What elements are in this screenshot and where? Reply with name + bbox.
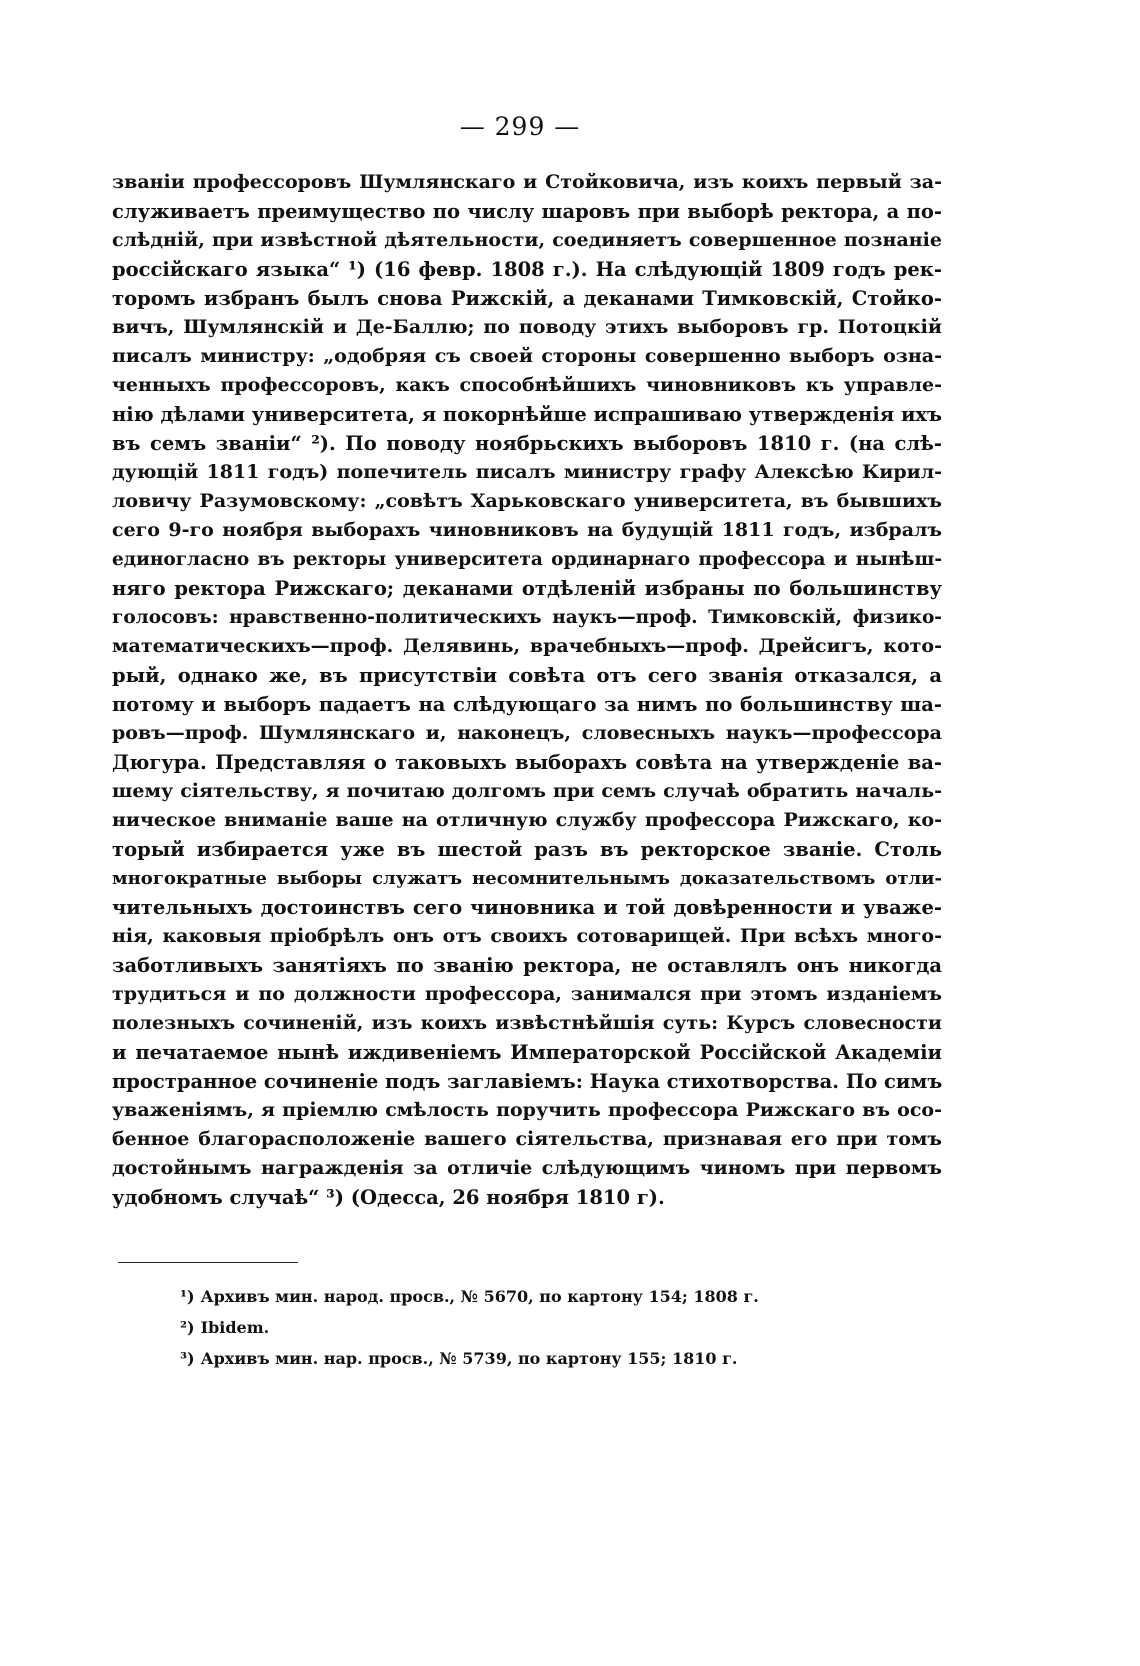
text-line: чительныхъ достоинствъ сего чиновника и той довѣренности и уваже- [112,896,942,919]
text-line: потому и выборъ падаетъ на слѣдующаго за нимъ по большинству ша- [112,693,942,716]
text-line: торомъ избранъ былъ снова Рижскій, а деканами Тимковскій, Стойко- [112,287,942,310]
text-line: уваженіямъ, я пріемлю смѣлость поручить профессора Рижскаго въ осо- [112,1099,942,1121]
text-line: ловичу Разумовскому: „совѣтъ Харьковскаго университета, въ бывшихъ [112,490,942,512]
text-line: Дюгура. Представляя о таковыхъ выборахъ совѣта на утвержденіе ва- [112,751,942,774]
text-line: математическихъ—проф. Делявинь, врачебныхъ—проф. Дрейсигъ, кото- [112,635,942,657]
text-line: достойнымъ награжденія за отличіе слѣдующимъ чиномъ при первомъ [112,1157,942,1179]
text-line: вичъ, Шумлянскій и Де-Баллю; по поводу этихъ выборовъ гр. Потоцкій [112,316,942,338]
footnote [180,1312,880,1343]
text-line: сего 9-го ноября выборахъ чиновниковъ на будущій 1811 годъ, избралъ [112,519,942,541]
footnote-separator [118,1262,298,1263]
text-line: няго ректора Рижскаго; деканами отдѣленій избраны по большинству [112,577,942,600]
text-line: ническое вниманіе ваше на отличную службу профессора Рижскаго, ко- [112,809,942,831]
footnote-text: Архивъ мин. народ. просв., № 5670, по картону 154; 1808 г. [200,1287,759,1306]
text-line: единогласно въ ректоры университета ординарнаго профессора и нынѣш- [112,549,942,570]
footnote-text: Архивъ мин. нар. просв., № 5739, по картону 155; 1810 г. [200,1349,738,1368]
text-line: служиваетъ преимущество по числу шаровъ при выборѣ ректора, а по- [112,200,942,223]
text-line: россійскаго языка“ ¹) (16 февр. 1808 г.). На слѣдующій 1809 годъ рек- [112,258,942,281]
text-line: и печатаемое нынѣ иждивеніемъ Императорской Россійской Академіи [112,1041,942,1064]
body-text [112,168,942,1212]
text-line: многократные выборы служатъ несомнительнымъ доказательствомъ отли- [112,868,942,889]
text-line: слѣдній, при извѣстной дѣятельности, соединяетъ совершенное познаніе [112,229,942,251]
footnote-text: Ibidem. [200,1318,270,1337]
text-line: писалъ министру: „одобряя съ своей стороны совершенно выборъ озна- [112,345,942,367]
text-line: ровъ—проф. Шумлянскаго и, наконецъ, словесныхъ наукъ—профессора [112,722,942,744]
text-line: шему сіятельству, я почитаю долгомъ при семъ случаѣ обратить началь- [112,780,942,802]
footnote [180,1281,880,1312]
text-line: ченныхъ профессоровъ, какъ способнѣйшихъ чиновниковъ къ управле- [112,374,942,396]
text-line: пространное сочиненіе подъ заглавіемъ: Наука стихотворства. По симъ [112,1070,942,1093]
text-line: полезныхъ сочиненій, изъ коихъ извѣстнѣйшія суть: Курсъ словесности [112,1012,942,1034]
text-line: голосовъ: нравственно-политическихъ наукъ—проф. Тимковскій, физико- [112,607,942,628]
text-line: званіи профессоровъ Шумлянскаго и Стойковича, изъ коихъ первый за- [112,171,942,193]
text-line: дующій 1811 годъ) попечитель писалъ министру графу Алексѣю Кирил- [112,461,942,483]
footnotes [180,1281,880,1374]
text-line: нію дѣлами университета, я покорнѣйше испрашиваю утвержденія ихъ [112,403,942,426]
text-line: бенное благорасположеніе вашего сіятельства, признавая его при томъ [112,1128,942,1150]
page-number: — 299 — [459,112,581,141]
footnote-mark: ²) [180,1318,195,1337]
footnote-mark: ¹) [180,1287,195,1306]
text-line: торый избирается уже въ шестой разъ въ ректорское званіе. Столь [112,838,942,861]
text-line: нія, каковыя пріобрѣлъ онъ отъ своихъ сотоварищей. При всѣхъ много- [112,925,942,947]
text-line: заботливыхъ занятіяхъ по званію ректора, не оставлялъ онъ никогда [112,954,942,977]
text-line: въ семъ званіи“ ²). По поводу ноябрьскихъ выборовъ 1810 г. (на слѣ- [112,432,942,455]
footnote-mark: ³) [180,1349,195,1368]
text-line: рый, однако же, въ присутствіи совѣта отъ сего званія отказался, а [112,664,942,687]
footnote [180,1343,880,1374]
text-line: трудиться и по должности профессора, занимался при этомъ изданіемъ [112,983,942,1005]
text-line: удобномъ случаѣ“ ³) (Одесса, 26 ноября 1810 г). [112,1186,665,1209]
